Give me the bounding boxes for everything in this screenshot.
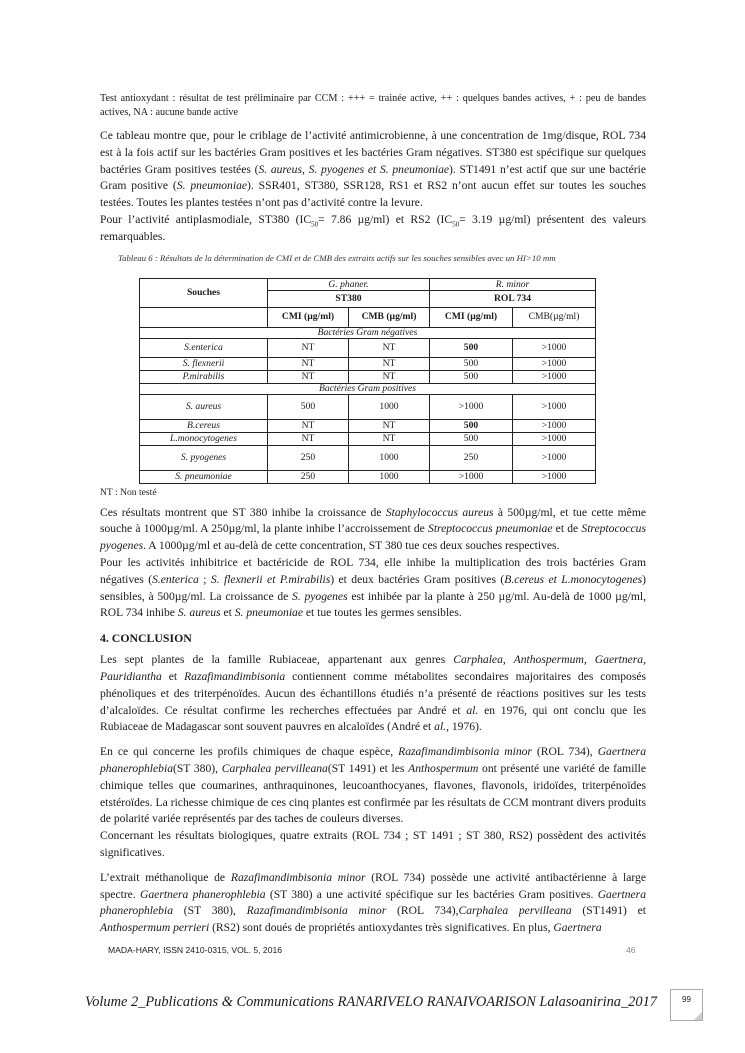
strain-name: L.monocytogenes (140, 432, 268, 445)
value-cell: NT (268, 338, 349, 357)
strain-name: S. flexnerii (140, 357, 268, 370)
text-run: Razafimandimbisonia (184, 669, 286, 683)
text-run: (ST1491) et (571, 904, 646, 918)
value-cell: >1000 (513, 394, 596, 419)
text-run: Anthospermum (408, 761, 479, 775)
text-run: ) et deux bactéries Gram positives ( (330, 572, 505, 586)
value-cell: 250 (430, 445, 513, 470)
table-caption: Tableau 6 : Résultats de la détermination de CMI et de CMB des extraits actifs sur les souches sensibles avec un HI>10 mm (118, 252, 556, 263)
paragraph-conclusion-2 (100, 744, 646, 862)
page-number-box (670, 989, 703, 1021)
text-run: Gaertnera (553, 921, 602, 935)
text-run: Pour les activités inhibitrice et bactéricide de ROL 734, elle inhibe la multiplication des trois bactéries Gram négatives ( (100, 555, 646, 586)
text-run: L’extrait méthanolique de (100, 870, 231, 884)
text-run: S. pyogenes (292, 589, 348, 603)
text-run: = 7.86 µg/ml) et RS2 (IC (318, 212, 453, 226)
table-row (140, 445, 596, 470)
section-title: Bactéries Gram positives (140, 383, 596, 394)
value-cell: NT (268, 357, 349, 370)
header-empty (140, 307, 268, 327)
header-col-3: CMI (µg/ml) (430, 307, 513, 327)
header-col-1: CMI (µg/ml) (268, 307, 349, 327)
value-cell: >1000 (513, 470, 596, 483)
text-run: (ST 380) a une activité spécifique sur les bactéries Gram positives. (265, 887, 598, 901)
strain-name: S.enterica (140, 338, 268, 357)
paragraph-conclusion-3 (100, 870, 646, 937)
value-cell: 1000 (349, 470, 430, 483)
text-run: S. flexnerii et P.mirabilis (210, 572, 331, 586)
text-run: ont présenté une variété de famille chimique telles que coumarines, anthraquinones, leucoanthocyanes, flavones, flavonols, iridoïdes, triterpénoïdes etstéroïdes. La richesse chimique de ces cinq plantes est confirmée par les résultats de CCM montrant divers produits de polarité variée représentés par des taches de couleurs diverses. (100, 761, 647, 826)
header-g2-species: R. minor (430, 278, 596, 290)
text-run: (ROL 734), (386, 904, 459, 918)
value-cell: >1000 (513, 445, 596, 470)
value-cell: NT (268, 370, 349, 383)
value-cell: 500 (430, 370, 513, 383)
text-run: (ROL 734) possède une activité antibactérienne à large spectre. (100, 870, 646, 901)
text-run: Streptococcus pneumoniae (428, 522, 553, 536)
text-run: Razafimandimbisonia minor (230, 870, 366, 884)
text-run: (RS2) sont doués de propriétés antioxydantes très significatives. En plus, (209, 921, 554, 935)
value-cell: >1000 (513, 419, 596, 432)
paragraph-results-screening (100, 128, 646, 246)
header-g1-species: G. phaner. (268, 278, 430, 290)
page-footer (0, 945, 745, 1035)
text-run: Razafimandimbisonia minor (246, 904, 387, 918)
header-col-4: CMB(µg/ml) (513, 307, 596, 327)
text-run: et de (552, 522, 582, 536)
volume-footer: Volume 2_Publications & Communications RANARIVELO RANAIVOARISON Lalasoanirina_2017 (85, 993, 657, 1010)
text-run: Gaertnera phanerophlebia (100, 887, 646, 918)
header-g1-code: ST380 (268, 290, 430, 307)
value-cell: 1000 (349, 445, 430, 470)
table-footnote: NT : Non testé (100, 486, 157, 498)
table-row (140, 419, 596, 432)
strain-name: S. pneumoniae (140, 470, 268, 483)
text-run: S. aureus (177, 606, 221, 620)
text-run: S. aureus, S. pyogenes et S. pneumoniae (258, 162, 450, 176)
page-number: 99 (682, 994, 691, 1004)
value-cell: 500 (430, 432, 513, 445)
text-run: al. (434, 720, 447, 734)
text-run: en 1976, qui ont conclu que les Rubiaceae de Madagascar sont souvent pauvres en alcaloïdes (André et (100, 703, 646, 734)
value-cell: 1000 (349, 394, 430, 419)
journal-footer: MADA-HARY, ISSN 2410-0315, VOL. 5, 2016 (108, 944, 283, 955)
section-heading-conclusion: 4. CONCLUSION (100, 631, 192, 646)
text-run: ). SSR401, ST380, SSR128, RS1 et RS2 n’ont aucun effet sur toutes les souches testées. Toutes les plantes testées n’ont pas d’activité contre la levure. (100, 179, 646, 210)
value-cell: NT (268, 432, 349, 445)
strain-name: S. aureus (140, 394, 268, 419)
text-run: et tue toutes les germes sensibles. (303, 606, 462, 620)
page-curl-icon (694, 1012, 702, 1020)
strain-name: S. pyogenes (140, 445, 268, 470)
table-row (140, 394, 596, 419)
value-cell: 250 (268, 470, 349, 483)
strain-name: P.mirabilis (140, 370, 268, 383)
value-cell: NT (349, 357, 430, 370)
text-run: (ST 1491) et les (327, 761, 409, 775)
text-run: Gaertnera phanerophlebia (140, 887, 266, 901)
text-run: à 500µg/ml, et tue cette même souche à 1000µg/ml. A 250µg/ml, la plante inhibe l’accroissement de (100, 505, 646, 536)
text-run: Staphylococcus aureus (385, 505, 494, 519)
value-cell: 250 (268, 445, 349, 470)
antioxidant-test-note: Test antioxydant : résultat de test préliminaire par CCM : +++ = trainée active, ++ : quelques bandes actives, + : peu de bandes actives, NA : aucune bande active (100, 93, 646, 118)
section-row (140, 327, 596, 338)
text-run: et (220, 606, 235, 620)
value-cell: 500 (430, 419, 513, 432)
value-cell: NT (349, 419, 430, 432)
text-run: Anthospermum perrieri (100, 921, 210, 935)
value-cell: >1000 (430, 394, 513, 419)
text-run: Gaertnera phanerophlebia (100, 745, 646, 775)
table-row (140, 370, 596, 383)
text-run: Carphalea pervilleana (458, 904, 572, 918)
text-run: ). ST1491 n’est actif que sur une bactérie Gram positive ( (100, 162, 646, 193)
value-cell: >1000 (513, 370, 596, 383)
text-run: Ce tableau montre que, pour le criblage de l’activité antimicrobienne, à une concentration de 1mg/disque, ROL 734 est à la fois actif sur les bactéries Gram positives et les bactéries Gram négatives. ST380 est spécifique sur quelques bactéries Gram positives testées ( (100, 129, 646, 176)
text-run: Carphalea pervilleana (221, 761, 328, 775)
value-cell: NT (268, 419, 349, 432)
text-run: et (161, 669, 185, 683)
paragraph-conclusion-1 (100, 652, 646, 736)
text-run: En ce qui concerne les profils chimiques de chaque espèce, (100, 745, 399, 759)
text-run: Pour l’activité antiplasmodiale, ST380 (IC (100, 212, 312, 226)
text-run: . A 1000µg/ml et au-delà de cette concentration, ST 380 tue ces deux souches respectives. (143, 539, 560, 553)
value-cell: 500 (430, 357, 513, 370)
text-run: Concernant les résultats biologiques, quatre extraits (ROL 734 ; ST 1491 ; ST 380, RS2) possèdent des activités significatives. (100, 829, 646, 859)
value-cell: 500 (268, 394, 349, 419)
text-run: ) sensibles, à 500µg/ml. La croissance de (100, 572, 646, 603)
value-cell: NT (349, 370, 430, 383)
text-run: = 3.19 µg/ml) présentent des valeurs remarquables. (100, 212, 646, 243)
page-content (100, 0, 646, 937)
value-cell: >1000 (513, 357, 596, 370)
value-cell: >1000 (513, 432, 596, 445)
text-run: Les sept plantes de la famille Rubiaceae, appartenant aux genres (100, 653, 454, 667)
text-run: Ces résultats montrent que ST 380 inhibe la croissance de (100, 505, 386, 519)
table-row (140, 357, 596, 370)
text-run: B.cereus et L.monocytogenes (504, 572, 643, 586)
text-run: ; (198, 572, 211, 586)
table-row (140, 338, 596, 357)
text-run: S.enterica (152, 572, 199, 586)
text-run: Razafimandimbisonia minor (398, 745, 532, 759)
text-run: Streptococcus pyogenes (100, 522, 646, 553)
text-run: contiennent comme métabolites secondaires majoritaires des composés phénoliques et des triterpénoïdes. Aucun des échantillons étudiés n’a présenté de réactions positives sur les tests d’alcaloïdes. Ce résultat confirme les recherches effectuées par André et (100, 669, 646, 717)
text-run: S. pneumoniae (234, 606, 303, 620)
strain-name: B.cereus (140, 419, 268, 432)
header-souches: Souches (140, 278, 268, 307)
text-run: , 1976). (446, 720, 482, 734)
journal-page-number: 46 (626, 944, 636, 955)
section-row (140, 383, 596, 394)
text-run: 50 (452, 220, 460, 229)
results-table (139, 278, 596, 484)
text-run: al. (466, 703, 479, 717)
value-cell: >1000 (513, 338, 596, 357)
header-col-2: CMB (µg/ml) (349, 307, 430, 327)
paragraph-results-discussion (100, 505, 646, 623)
value-cell: >1000 (430, 470, 513, 483)
text-run: S. pneumoniae (176, 179, 248, 193)
section-title: Bactéries Gram négatives (140, 327, 596, 338)
text-run: (ROL 734), (531, 745, 598, 759)
text-run: 50 (311, 220, 319, 229)
table-row (140, 432, 596, 445)
text-run: est inhibée par la plante à 250 µg/ml. Au-delà de 1000 µg/ml, ROL 734 inhibe (100, 589, 646, 620)
value-cell: NT (349, 432, 430, 445)
text-run: Carphalea, Anthospermum, Gaertnera, Pauridiantha (100, 653, 646, 683)
text-run: (ST 380), (173, 761, 222, 775)
table-row (140, 470, 596, 483)
value-cell: NT (349, 338, 430, 357)
text-run: (ST 380), (173, 904, 247, 918)
value-cell: 500 (430, 338, 513, 357)
header-g2-code: ROL 734 (430, 290, 596, 307)
